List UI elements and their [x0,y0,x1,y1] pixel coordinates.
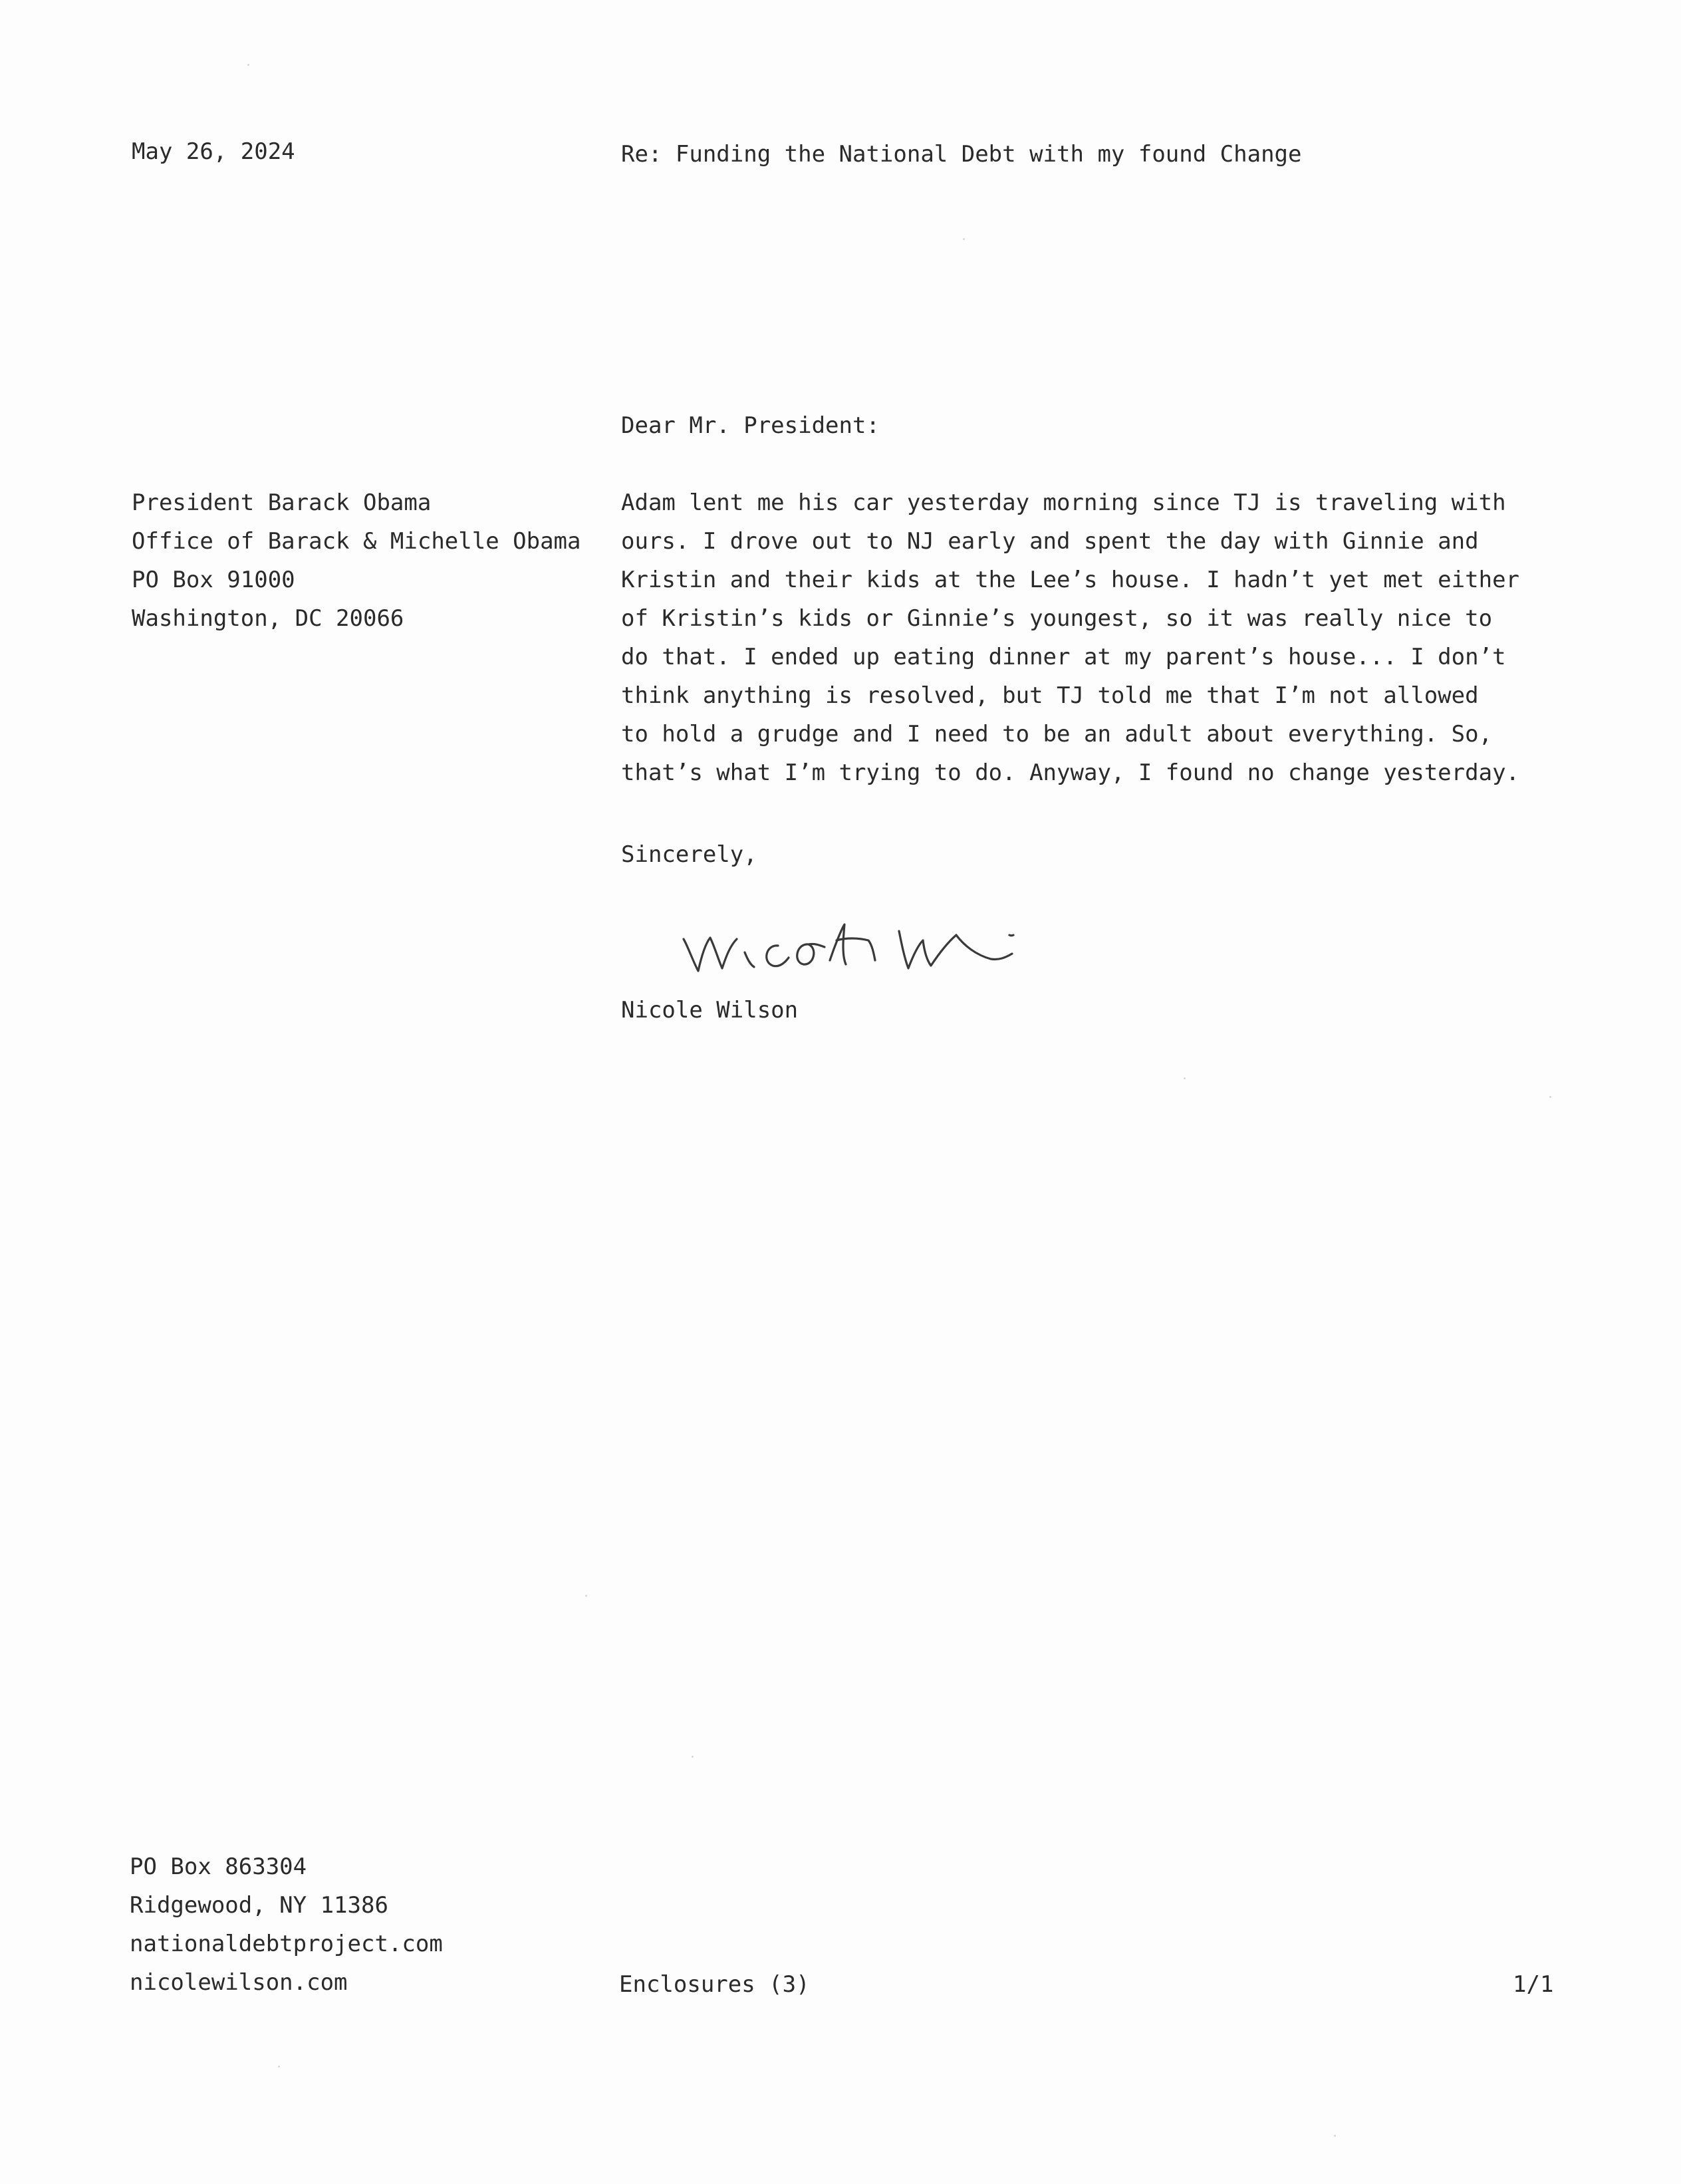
return-address-line: Ridgewood, NY 11386 [130,1892,388,1919]
return-address [130,1847,443,2002]
body-line: of Kristin’s kids or Ginnie’s youngest, so it was really nice to [621,605,1493,632]
recipient-line: President Barack Obama [132,489,432,516]
page-number: 1/1 [1513,1971,1554,1998]
body-line: to hold a grudge and I need to be an adult about everything. So, [621,721,1493,748]
scan-speck [692,1756,694,1758]
scan-speck [1184,1077,1186,1079]
recipient-line: Washington, DC 20066 [132,605,404,632]
body-line: do that. I ended up eating dinner at my parent’s house... I don’t [621,644,1506,670]
letter-subject: Re: Funding the National Debt with my found Change [621,141,1302,168]
body-line: that’s what I’m trying to do. Anyway, I found no change yesterday. [621,759,1520,786]
recipient-line: Office of Barack & Michelle Obama [132,528,581,555]
body-line: think anything is resolved, but TJ told me that I’m not allowed [621,682,1479,709]
letter-date: May 26, 2024 [132,138,295,165]
salutation: Dear Mr. President: [621,412,880,439]
scan-speck [278,2066,280,2068]
handwritten-signature [678,904,1051,984]
scan-speck [963,238,965,240]
scan-speck [1334,2135,1336,2137]
scan-speck [247,64,249,66]
recipient-line: PO Box 91000 [132,567,295,593]
return-address-line: PO Box 863304 [130,1853,307,1880]
enclosures-note: Enclosures (3) [619,1971,810,1998]
return-address-line: nationaldebtproject.com [130,1931,443,1957]
scan-speck [1549,1096,1551,1098]
signer-name: Nicole Wilson [621,997,799,1024]
letter-body [621,483,1519,792]
return-address-line: nicolewilson.com [130,1969,348,1996]
body-line: ours. I drove out to NJ early and spent the day with Ginnie and [621,528,1479,555]
body-line: Kristin and their kids at the Lee’s house. I hadn’t yet met either [621,567,1520,593]
body-line: Adam lent me his car yesterday morning since TJ is traveling with [621,489,1506,516]
closing: Sincerely, [621,841,757,868]
recipient-address [132,483,581,638]
scan-speck [585,1595,587,1597]
